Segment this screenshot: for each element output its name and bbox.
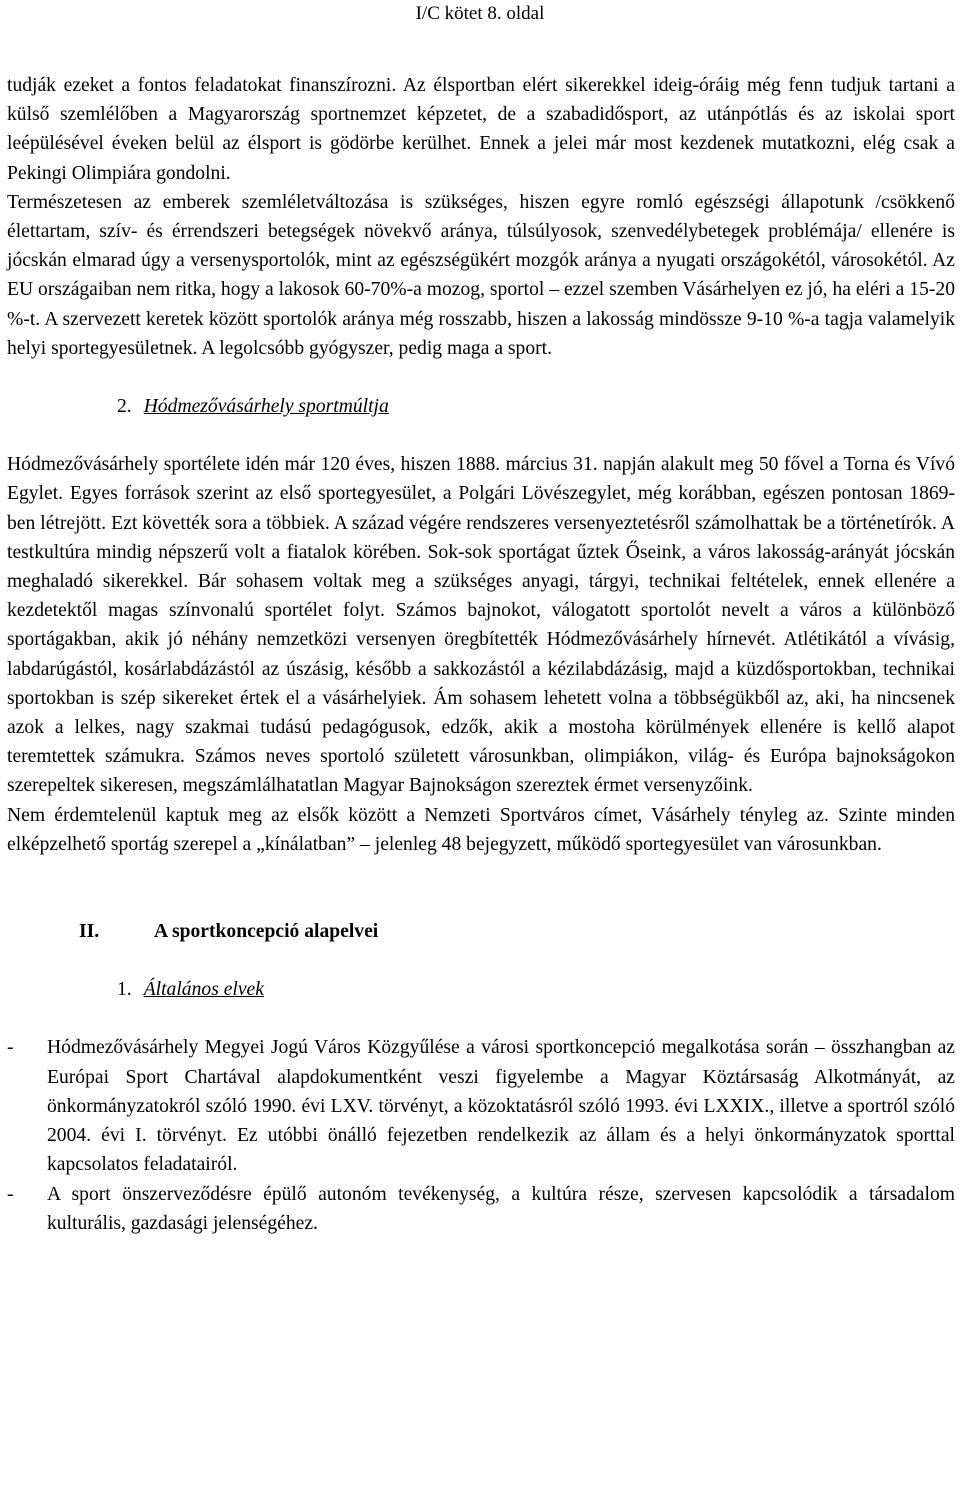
list-item: [7, 1180, 955, 1238]
paragraph-attitude: Természetesen az emberek szemléletváltozása is szükséges, hiszen egyre romló egészségi állapotunk /csökkenő élettartam, szív- és érrendszeri betegségek növekvő aránya, túlsúlyosok, szenvedélybetegek problémája/ ellenére is jócskán elmarad úgy a versenysportolók, mint az egészségükért mozgók aránya a nyugati országokétól, városokétól. Az EU országaiban nem ritka, hogy a lakosok 60-70%-a mozog, sportol – ezzel szemben Vásárhelyen ez jó, ha eléri a 15-20 %-t. A szervezett keretek között sportolók aránya még rosszabb, hiszen a lakosság mindössze 9-10 %-a tagja valamelyik helyi sportegyesületnek. A legolcsóbb gyógyszer, pedig maga a sport.: [7, 191, 955, 359]
spacer: [7, 1004, 955, 1033]
section-title: Hódmezővásárhely sportmúltja: [143, 396, 389, 418]
section-number: 1.: [117, 979, 132, 1001]
spacer: [7, 946, 955, 975]
paragraph-sport-city: Nem érdemtelenül kaptuk meg az elsők között a Nemzeti Sportváros címet, Vásárhely tényleg az. Szinte minden elképzelhető sportág szerepel a „kínálatban” – jelenleg 48 bejegyzett, működő sportegyesület van városunkban.: [7, 804, 955, 855]
spacer: [7, 859, 955, 917]
paragraph-funding: tudják ezeket a fontos feladatokat finanszírozni. Az élsportban elért sikerekkel ideig-óráig még fenn tudjuk tartani a külső szemlélőben a Magyarország sportnemzet képzetet, de a szabadidősport, az utánpótlás és az iskolai sport leépülésével éveken belül az élsport is gödörbe kerülhet. Ennek a jelei már most kezdenek mutatkozni, elég csak a Pekingi Olimpiára gondolni.: [7, 75, 955, 184]
document-body: [7, 71, 955, 1238]
chapter-number: II.: [79, 921, 100, 943]
section-title: Általános elvek: [143, 979, 264, 1001]
principles-list: [7, 1033, 955, 1237]
list-dash: -: [7, 1183, 14, 1205]
list-item: [7, 1033, 955, 1179]
page-label: I/C kötet 8. oldal: [415, 3, 545, 24]
list-dash: -: [7, 1037, 14, 1059]
paragraph-history: Hódmezővásárhely sportélete idén már 120 éves, hiszen 1888. március 31. napján alakult meg 50 fővel a Torna és Vívó Egylet. Egyes források szerint az első sportegyesület, a Polgári Lövészegylet, még korábban, egészen pontosan 1869-ben létrejött. Ezt követték sora a többiek. A század végére rendszeres versenyeztetésről számolhattak be a történetírók. A testkultúra mindig népszerű volt a fiatalok körében. Sok-sok sportágat űztek Őseink, a város lakosság-arányát jócskán meghaladó sikerekkel. Bár sohasem voltak meg a szükséges anyagi, tárgyi, technikai feltételek, ennek ellenére a kezdetektől magas színvonalú sportélet folyt. Számos bajnokot, válogatott sportolót nevelt a város a különböző sportágakban, akik jó néhány nemzetközi versenyen öregbítették Hódmezővásárhely hírnevét. Atlétikától a vívásig, labdarúgástól, kosárlabdázástól az úszásig, később a sakkozástól a kézilabdázásig, majd a küzdősportokban, technikai sportokban is szép sikereket értek el a vásárhelyiek. Ám sohasem lehetett volna a többségükből az, aki, ha nincsenek azok a lelkes, nagy szakmai tudású pedagógusok, edzők, akik a mostoha körülmények ellenére is kellő alapot teremtettek számukra. Számos neves sportoló született városunkban, olimpiákon, világ- és Európa bajnokságokon szerepeltek sikeresen, megszámlálhatatlan Magyar Bajnokságon szereztek érmet versenyzőink.: [7, 454, 955, 797]
section-heading-sport-history: [7, 392, 955, 421]
section-heading-general-principles: [7, 975, 955, 1004]
list-item-text: A sport önszerveződésre épülő autonóm tevékenység, a kultúra része, szervesen kapcsolódik a társadalom kulturális, gazdasági jelenségéhez.: [47, 1183, 955, 1234]
spacer: [7, 421, 955, 450]
spacer: [7, 363, 955, 392]
section-number: 2.: [117, 396, 132, 418]
chapter-title: A sportkoncepció alapelvei: [154, 921, 379, 943]
chapter-heading-principles: [7, 917, 955, 946]
list-item-text: Hódmezővásárhely Megyei Jogú Város Közgyűlése a városi sportkoncepció megalkotása során – összhangban az Európai Sport Chartával alapdokumentként veszi figyelembe a Magyar Köztársaság Alkotmányát, az önkormányzatokról szóló 1990. évi LXV. törvényt, a közoktatásról szóló 1993. évi LXXIX., illetve a sportról szóló 2004. évi I. törvényt. Ez utóbbi önálló fejezetben rendelkezik az állam és a helyi önkormányzatok sporttal kapcsolatos feladatairól.: [47, 1037, 955, 1176]
page-header: [0, 3, 960, 25]
